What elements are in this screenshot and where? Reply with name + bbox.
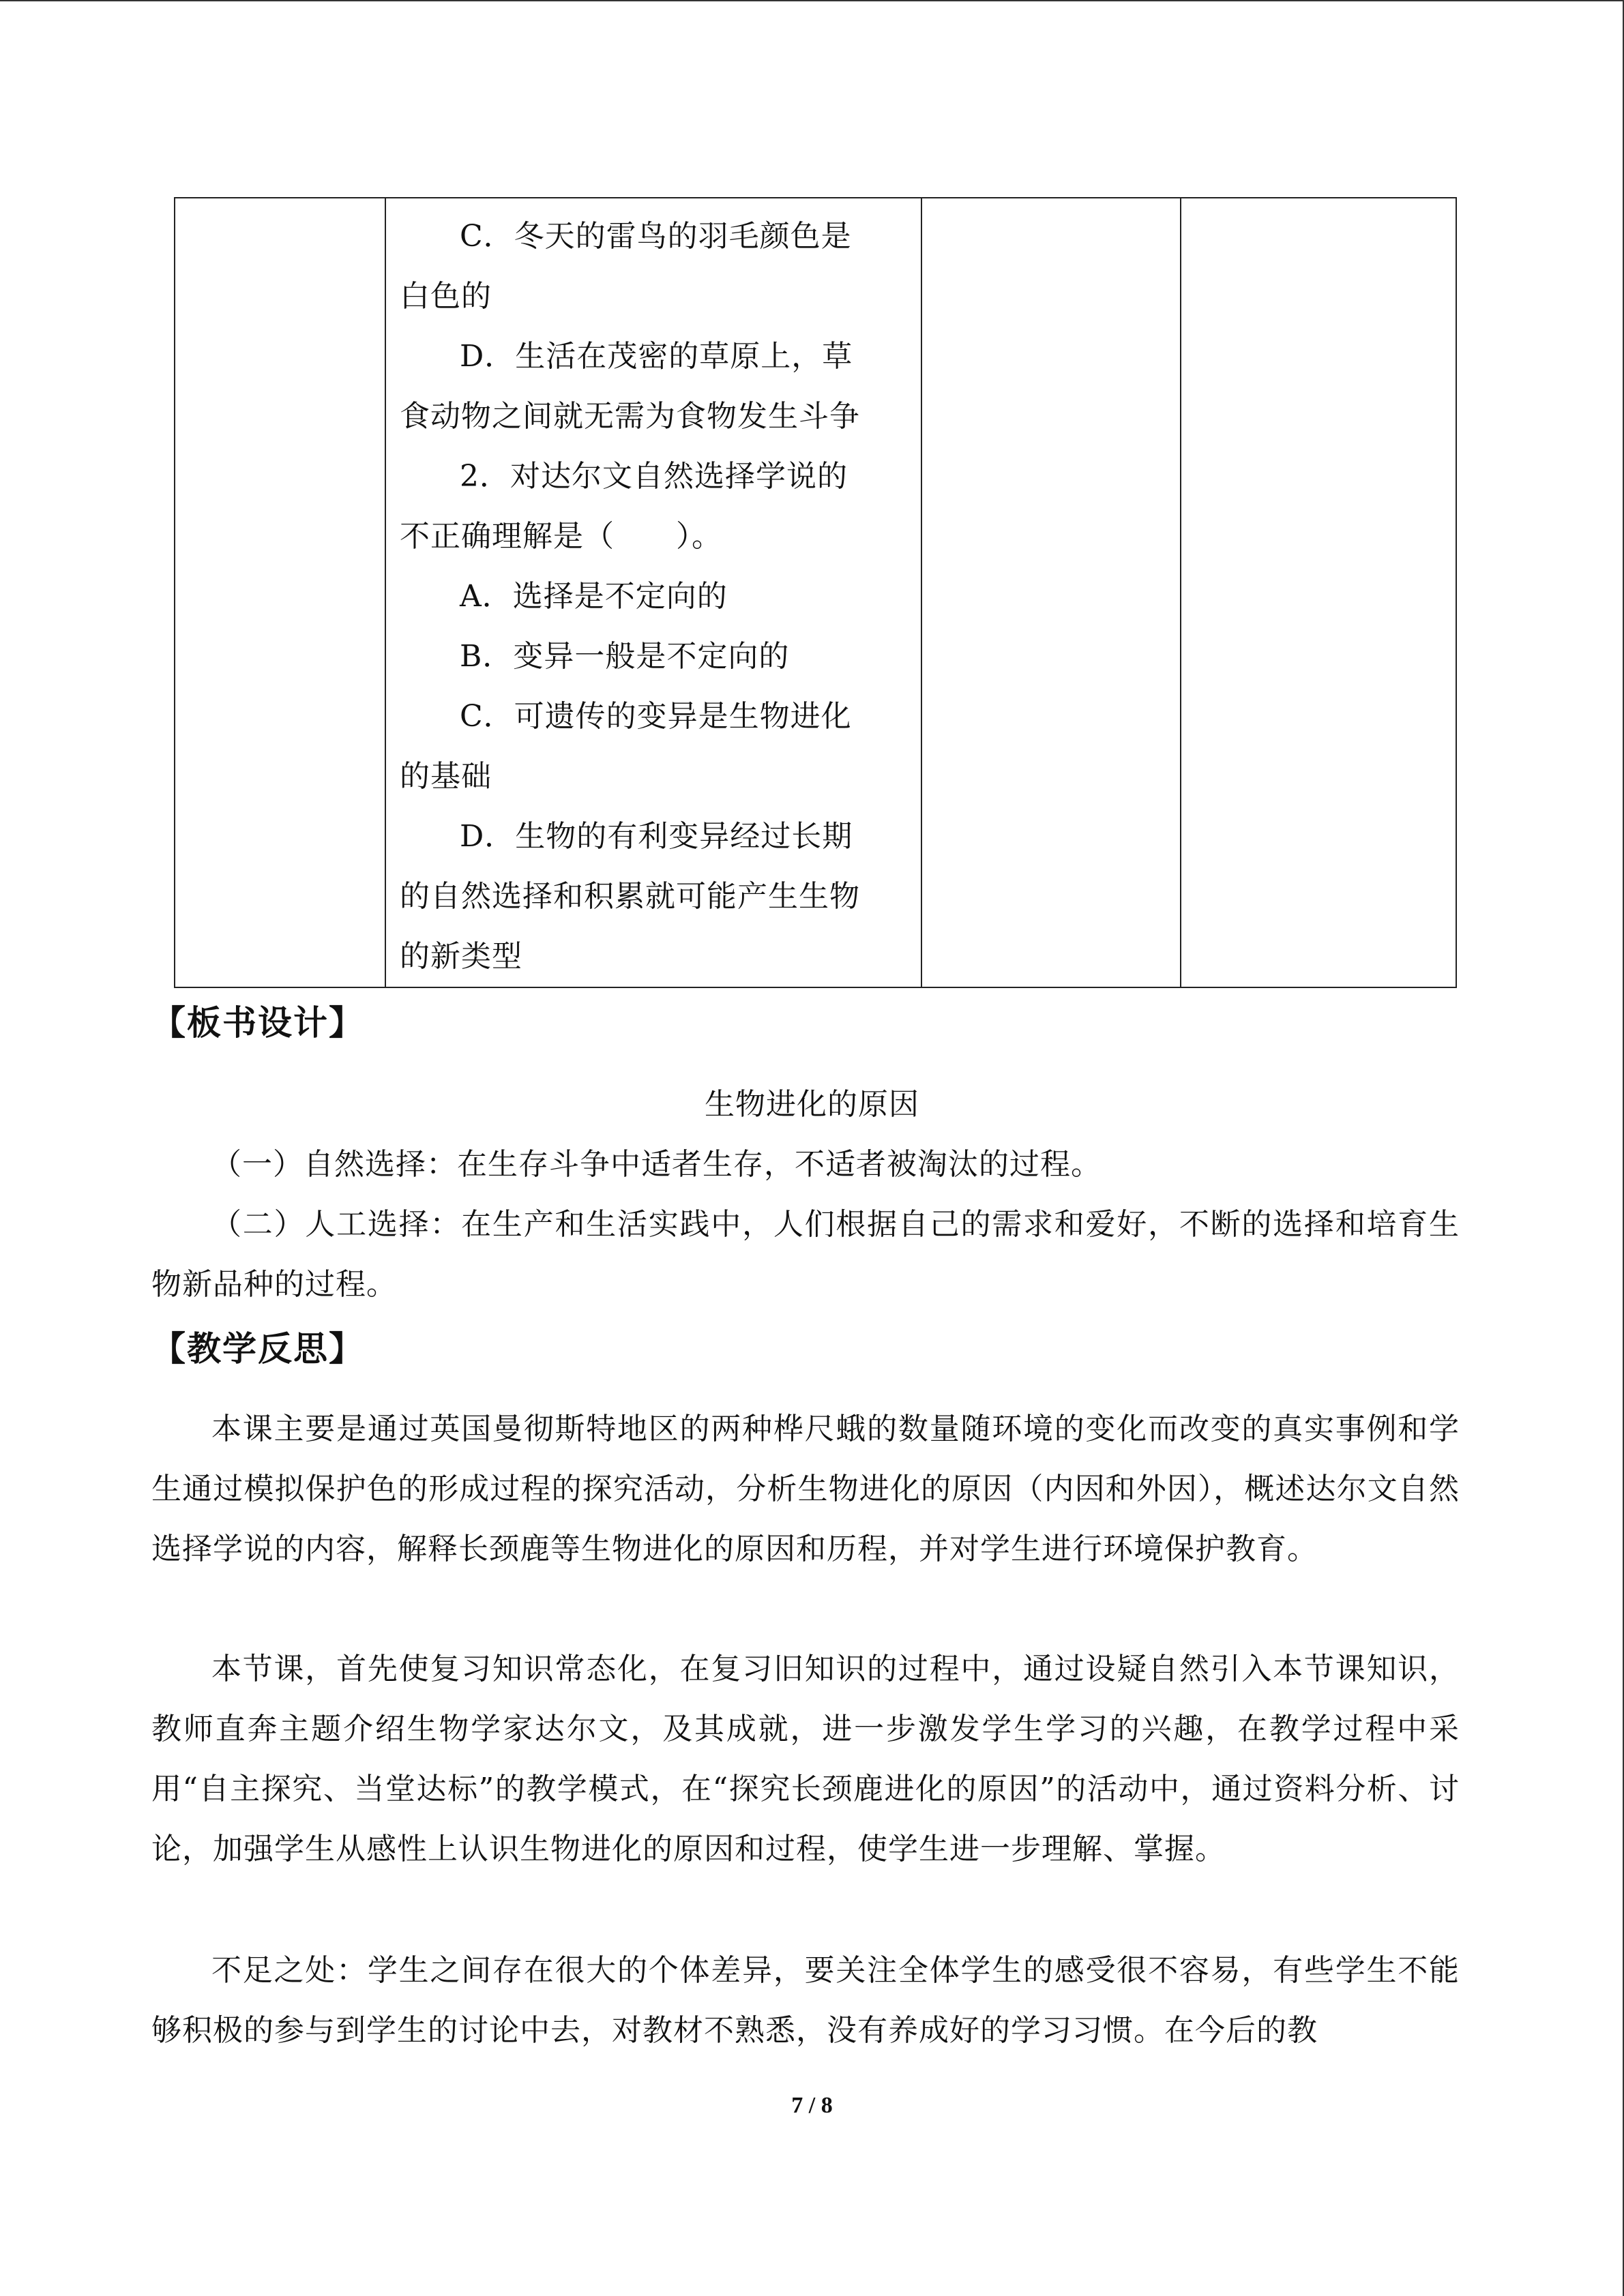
question-line: C．冬天的雷鸟的羽毛颜色是 <box>460 219 852 254</box>
table-row <box>175 198 1456 987</box>
reflection-paragraph-3: 不足之处：学生之间存在很大的个体差异，要关注全体学生的感受很不容易，有些学生不能够积极的参与到学生的讨论中去，对教材不熟悉，没有养成好的学习习惯。在今后的教 <box>151 1953 1460 2048</box>
question-line: B．变异一般是不定向的 <box>460 639 790 674</box>
question-line: 不正确理解是（ ）。 <box>400 519 722 554</box>
question-line: C．可遗传的变异是生物进化 <box>460 699 852 734</box>
reflection-paragraph-1: 本课主要是通过英国曼彻斯特地区的两种桦尺蛾的数量随环境的变化而改变的真实事例和学生通过模拟保护色的形成过程的探究活动，分析生物进化的原因（内因和外因），概述达尔文自然选择学说的内容，解释长颈鹿等生物进化的原因和历程，并对学生进行环境保护教育。 <box>151 1412 1460 1566</box>
question-line: 的新类型 <box>400 939 522 974</box>
page-number: 7 / 8 <box>791 2093 833 2118</box>
question-line: D．生活在茂密的草原上，草 <box>460 339 853 374</box>
question-line: 白色的 <box>400 279 492 314</box>
reflection-heading: 【教学反思】 <box>151 1329 364 1369</box>
question-line: 2．对达尔文自然选择学说的 <box>460 459 848 494</box>
table-cell-4 <box>1181 198 1456 987</box>
board-design-heading: 【板书设计】 <box>151 1003 364 1043</box>
question-line: 食动物之间就无需为食物发生斗争 <box>400 399 860 434</box>
question-line: 的自然选择和积累就可能产生生物 <box>400 879 860 914</box>
question-text <box>386 198 921 987</box>
table-cell-1 <box>175 198 385 987</box>
board-design-title: 生物进化的原因 <box>705 1087 919 1122</box>
board-item-1: （一）自然选择：在生存斗争中适者生存，不适者被淘汰的过程。 <box>211 1147 1102 1182</box>
question-line: D．生物的有利变异经过长期 <box>460 819 853 854</box>
table-cell-questions <box>385 198 921 987</box>
board-item-2: （二）人工选择：在生产和生活实践中，人们根据自己的需求和爱好，不断的选择和培育生物新品种的过程。 <box>151 1207 1460 1302</box>
table-cell-3 <box>921 198 1181 987</box>
question-table <box>174 197 1457 988</box>
question-line: A．选择是不定向的 <box>460 579 728 614</box>
question-line: 的基础 <box>400 759 492 794</box>
reflection-paragraph-2: 本节课，首先使复习知识常态化，在复习旧知识的过程中，通过设疑自然引入本节课知识，教师直奔主题介绍生物学家达尔文，及其成就，进一步激发学生学习的兴趣，在教学过程中采用“自主探究、当堂达标”的教学模式，在“探究长颈鹿进化的原因”的活动中，通过资料分析、讨论，加强学生从感性上认识生物进化的原因和过程，使学生进一步理解、掌握。 <box>151 1652 1460 1866</box>
